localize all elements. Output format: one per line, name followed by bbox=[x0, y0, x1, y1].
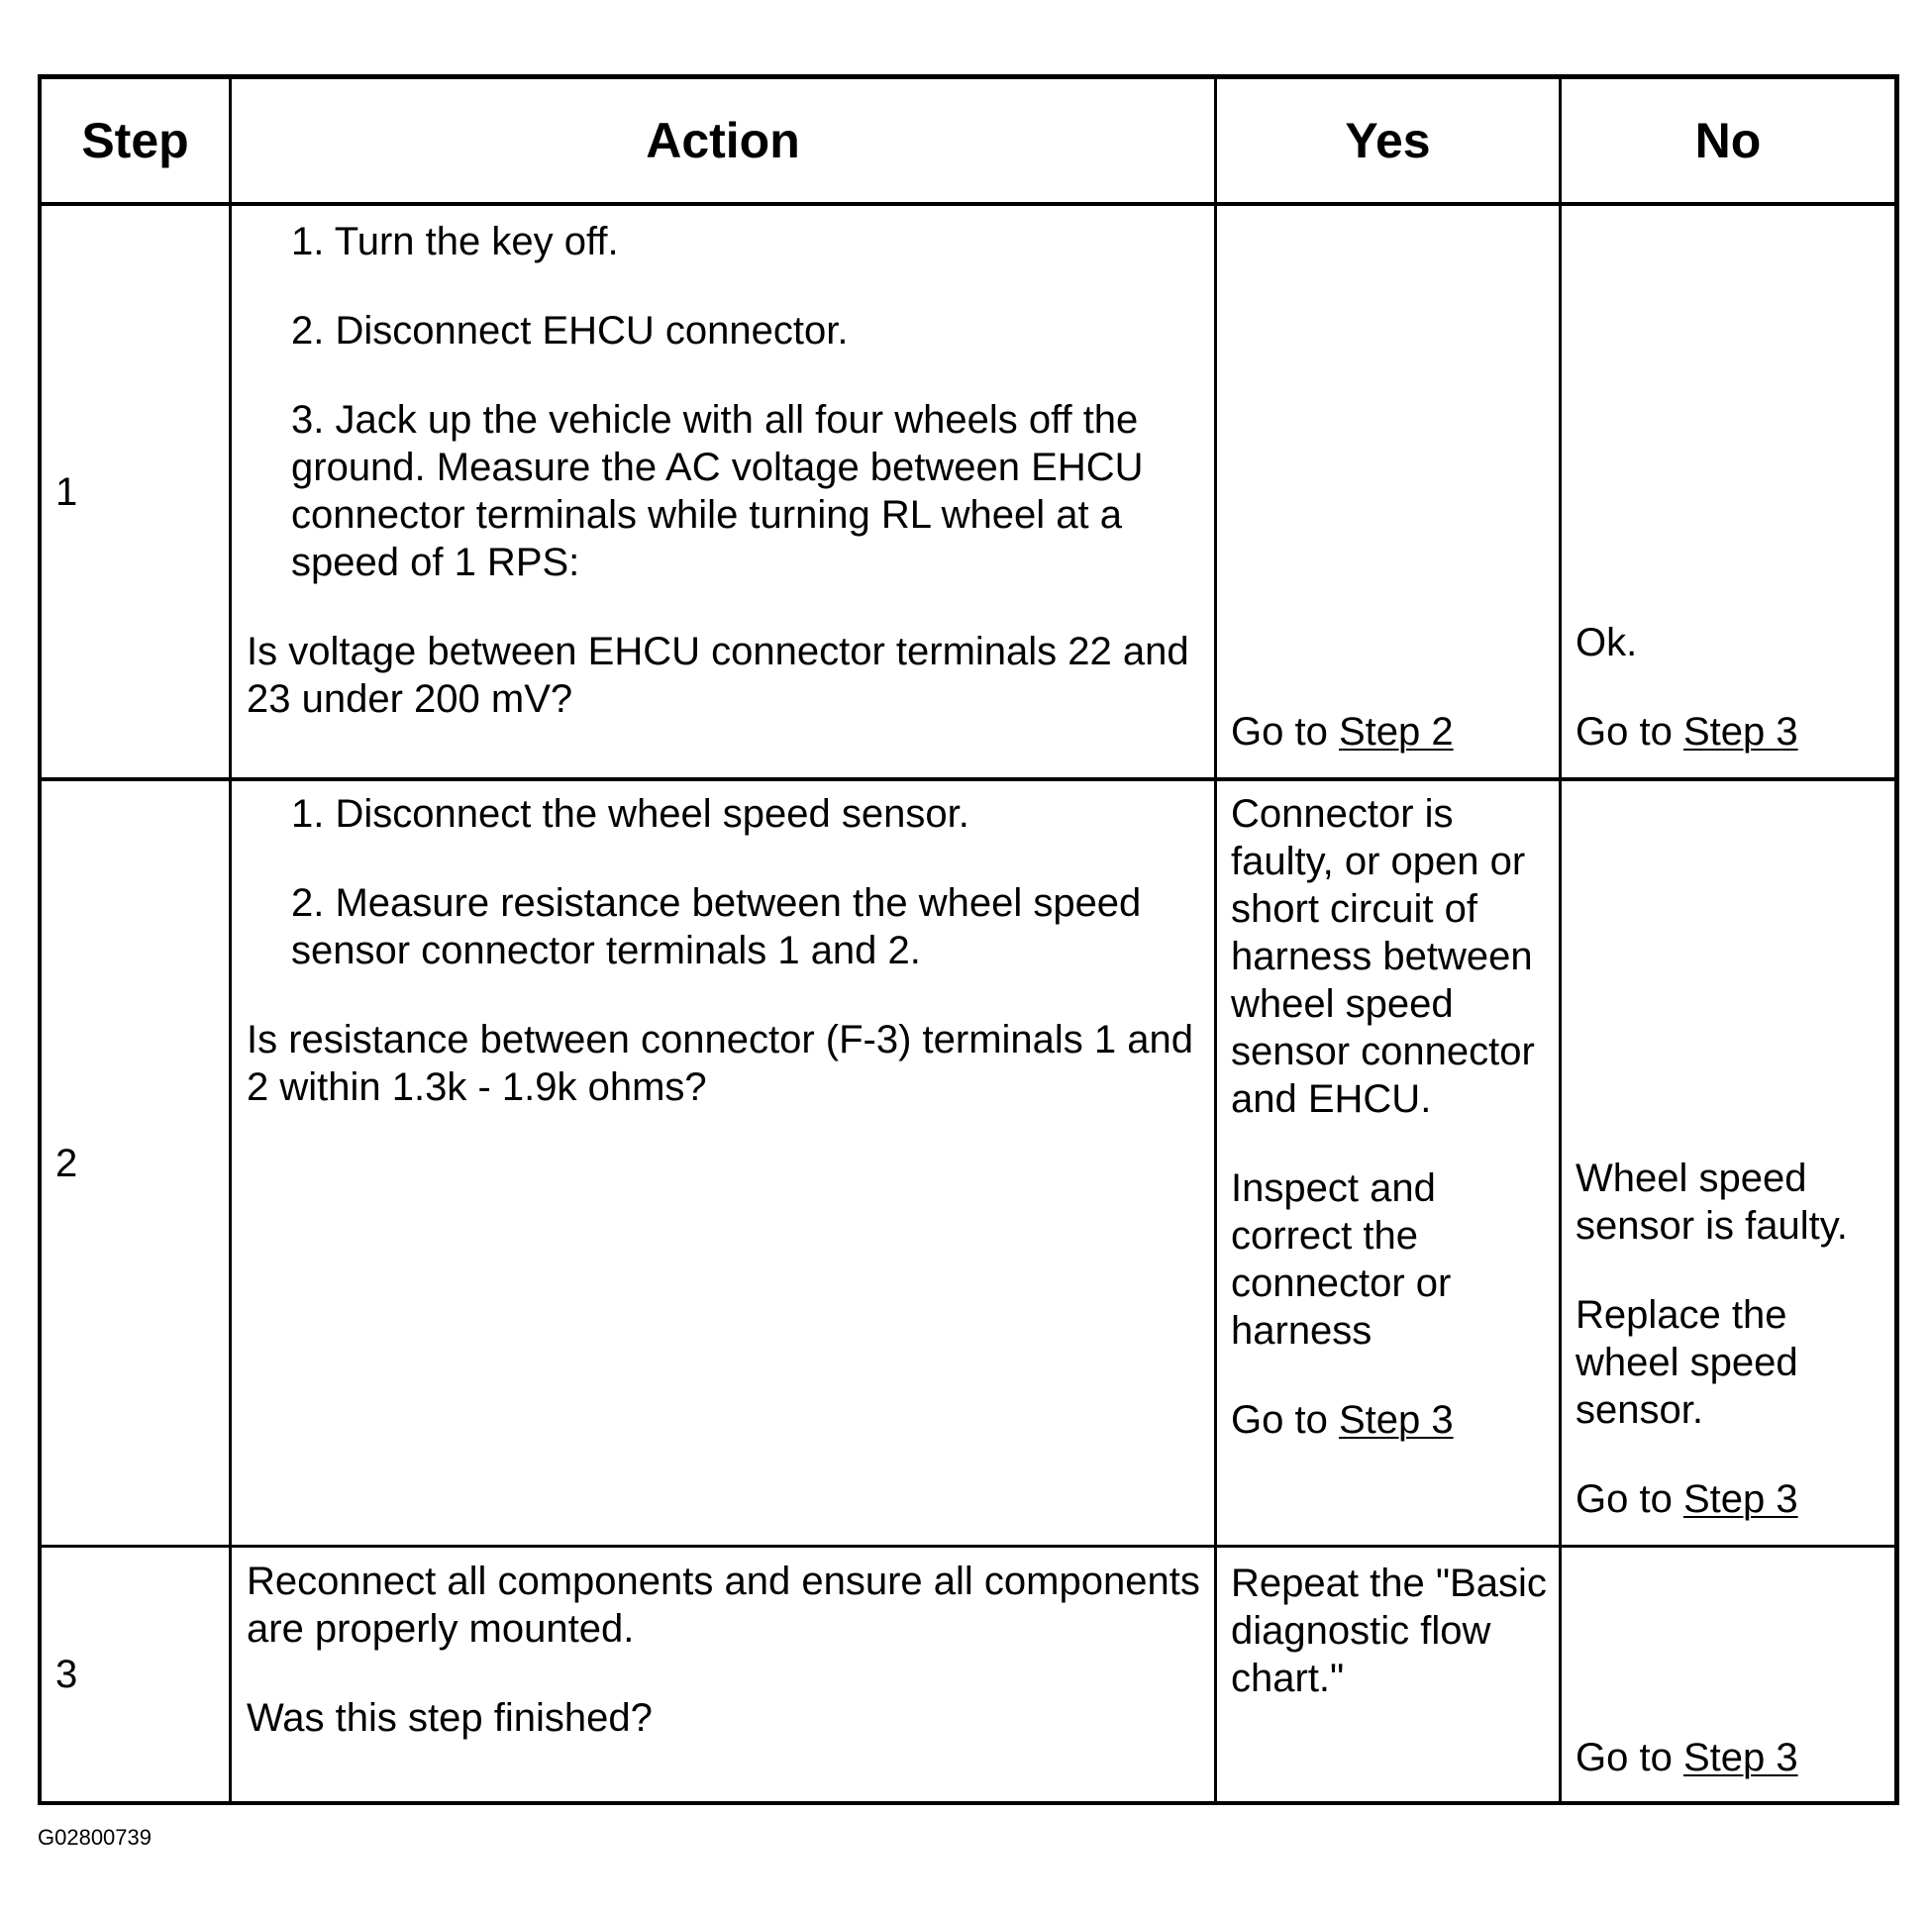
go-to-step-3-link[interactable]: Step 3 bbox=[1338, 1398, 1454, 1442]
diagnostic-table bbox=[38, 74, 1899, 1805]
action-question: Was this step finished? bbox=[247, 1696, 653, 1740]
row-1-no bbox=[1576, 206, 1892, 756]
result-text: Replace the wheel speed sensor. bbox=[1576, 1293, 1798, 1432]
figure-id: G02800739 bbox=[38, 1825, 152, 1850]
result-text: Repeat the "Basic diagnostic flow chart." bbox=[1231, 1562, 1547, 1700]
action-item: 2. Disconnect EHCU connector. bbox=[291, 309, 849, 353]
go-to-step-3-link[interactable]: Step 3 bbox=[1682, 710, 1798, 754]
go-to-text: Go to Step 3 bbox=[1231, 1398, 1454, 1442]
step-number: 2 bbox=[55, 1141, 78, 1185]
row-1-step bbox=[42, 206, 229, 777]
row-1-action bbox=[247, 218, 1202, 723]
row-3-action bbox=[247, 1558, 1202, 1742]
go-to-text: Go to Step 2 bbox=[1231, 710, 1454, 754]
header-yes: Yes bbox=[1345, 113, 1431, 168]
action-item: 1. Turn the key off. bbox=[291, 220, 619, 263]
action-question: Is voltage between EHCU connector terminals 22 and 23 under 200 mV? bbox=[247, 630, 1189, 721]
header-action: Action bbox=[646, 113, 800, 168]
row-1-yes bbox=[1231, 206, 1553, 756]
column-divider bbox=[1214, 79, 1217, 1801]
row-3-no bbox=[1576, 1548, 1892, 1781]
step-number: 3 bbox=[55, 1653, 78, 1696]
action-item: 2. Measure resistance between the wheel speed sensor connector terminals 1 and 2. bbox=[291, 881, 1142, 972]
row-2-no bbox=[1576, 781, 1892, 1523]
header-step: Step bbox=[81, 113, 189, 168]
header-no: No bbox=[1694, 113, 1762, 168]
column-divider bbox=[229, 79, 232, 1801]
go-to-step-2-link[interactable]: Step 2 bbox=[1338, 710, 1454, 754]
go-to-text: Go to Step 3 bbox=[1576, 1477, 1798, 1521]
go-to-text: Go to Step 3 bbox=[1576, 710, 1798, 754]
result-text: Ok. bbox=[1576, 621, 1638, 664]
action-question: Is resistance between connector (F-3) terminals 1 and 2 within 1.3k - 1.9k ohms? bbox=[247, 1018, 1193, 1109]
action-item: 1. Disconnect the wheel speed sensor. bbox=[291, 792, 969, 836]
row-3-step bbox=[42, 1548, 229, 1801]
step-number: 1 bbox=[55, 469, 78, 514]
result-text: Connector is faulty, or open or short circuit of harness between wheel speed sensor connector and EHCU. bbox=[1231, 792, 1535, 1121]
action-item: 3. Jack up the vehicle with all four wheels off the ground. Measure the AC voltage between EHCU connector terminals while turning RL wheel at a speed of 1 RPS: bbox=[291, 398, 1144, 584]
row-2-action bbox=[247, 790, 1202, 1111]
row-2-yes bbox=[1231, 790, 1553, 1444]
go-to-step-3-link[interactable]: Step 3 bbox=[1682, 1477, 1798, 1521]
go-to-step-3-link[interactable]: Step 3 bbox=[1682, 1736, 1798, 1779]
action-text: Reconnect all components and ensure all components are properly mounted. bbox=[247, 1560, 1200, 1651]
result-text: Wheel speed sensor is faulty. bbox=[1576, 1157, 1848, 1248]
row-3-yes bbox=[1231, 1560, 1553, 1702]
go-to-text: Go to Step 3 bbox=[1576, 1736, 1798, 1779]
result-text: Inspect and correct the connector or harness bbox=[1231, 1166, 1452, 1353]
column-divider bbox=[1559, 79, 1562, 1801]
row-2-step bbox=[42, 781, 229, 1545]
